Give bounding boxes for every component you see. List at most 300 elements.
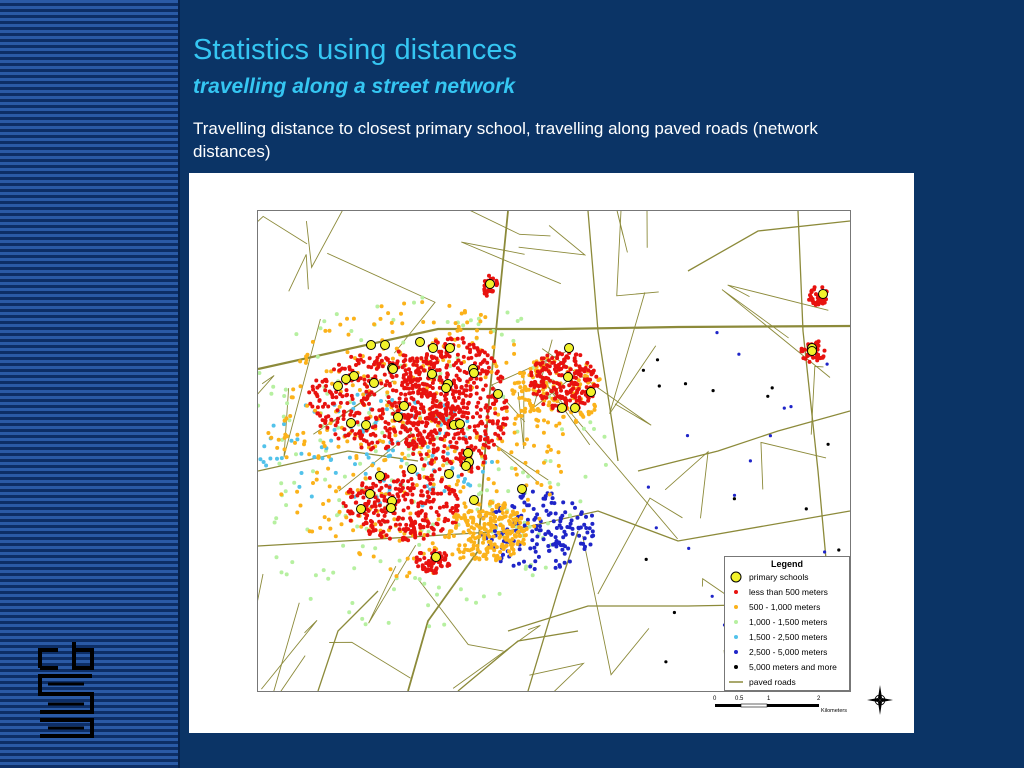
north-arrow-icon [865, 683, 895, 717]
distance-point-less_500 [355, 494, 359, 498]
distance-point-2500_5000 [550, 501, 554, 505]
distance-point-less_500 [494, 399, 498, 403]
distance-point-500_1000 [323, 444, 327, 448]
legend-label: less than 500 meters [749, 586, 828, 597]
distance-point-less_500 [578, 353, 582, 357]
distance-point-500_1000 [487, 477, 491, 481]
distance-point-1000_1500 [335, 312, 339, 316]
distance-point-less_500 [444, 397, 448, 401]
distance-point-2500_5000 [543, 532, 547, 536]
distance-point-500_1000 [275, 446, 279, 450]
distance-point-less_500 [800, 349, 804, 353]
primary-school-marker [446, 344, 455, 353]
distance-point-less_500 [349, 519, 353, 523]
distance-point-less_500 [340, 394, 344, 398]
distance-point-500_1000 [527, 388, 531, 392]
distance-point-less_500 [479, 377, 483, 381]
distance-point-500_1000 [285, 416, 289, 420]
distance-point-1500_2500 [320, 456, 324, 460]
distance-point-less_500 [457, 436, 461, 440]
distance-point-less_500 [323, 388, 327, 392]
distance-point-500_1000 [299, 384, 303, 388]
distance-point-2500_5000 [501, 553, 505, 557]
slide-subtitle: travelling along a street network [193, 75, 516, 98]
distance-point-less_500 [367, 442, 371, 446]
distance-point-less_500 [823, 349, 827, 353]
distance-point-less_500 [452, 436, 456, 440]
distance-point-500_1000 [400, 321, 404, 325]
distance-point-2500_5000 [560, 548, 564, 552]
distance-point-less_500 [464, 384, 468, 388]
distance-point-less_500 [475, 405, 479, 409]
distance-point-less_500 [449, 461, 453, 465]
distance-point-less_500 [456, 337, 460, 341]
distance-point-less_500 [417, 510, 421, 514]
distance-point-less_500 [432, 532, 436, 536]
distance-point-less_500 [370, 524, 374, 528]
distance-point-less_500 [412, 378, 416, 382]
distance-point-less_500 [317, 399, 321, 403]
distance-point [658, 384, 661, 387]
primary-school-marker [428, 370, 437, 379]
distance-point-less_500 [421, 494, 425, 498]
distance-point-500_1000 [402, 302, 406, 306]
distance-point-less_500 [365, 514, 369, 518]
distance-point-less_500 [466, 411, 470, 415]
distance-point-less_500 [379, 531, 383, 535]
distance-point-less_500 [552, 386, 556, 390]
distance-point-less_500 [362, 403, 366, 407]
distance-point-2500_5000 [530, 529, 534, 533]
distance-point-1000_1500 [341, 544, 345, 548]
road-line [453, 625, 540, 688]
distance-point-500_1000 [546, 420, 550, 424]
distance-point-less_500 [325, 426, 329, 430]
scale-bar [711, 693, 861, 715]
distance-point-1000_1500 [285, 401, 289, 405]
distance-point-less_500 [443, 444, 447, 448]
distance-point-less_500 [545, 354, 549, 358]
distance-point-2500_5000 [554, 559, 558, 563]
distance-point-less_500 [444, 412, 448, 416]
distance-point-less_500 [408, 371, 412, 375]
distance-point-less_500 [381, 364, 385, 368]
distance-point-2500_5000 [571, 532, 575, 536]
distance-point [749, 459, 752, 462]
distance-point-less_500 [545, 392, 549, 396]
distance-point-less_500 [435, 431, 439, 435]
scale-tick-2: 2 [817, 696, 821, 702]
distance-point-500_1000 [315, 478, 319, 482]
legend-item-over_5000 [725, 659, 849, 674]
distance-point-1000_1500 [588, 420, 592, 424]
distance-point-1000_1500 [405, 462, 409, 466]
distance-point-less_500 [431, 488, 435, 492]
distance-point-2500_5000 [545, 509, 549, 513]
distance-point-less_500 [482, 461, 486, 465]
distance-point-less_500 [478, 415, 482, 419]
distance-point-less_500 [481, 369, 485, 373]
distance-point-less_500 [425, 499, 429, 503]
primary-school-marker [462, 462, 471, 471]
distance-point-500_1000 [454, 321, 458, 325]
distance-point-less_500 [584, 366, 588, 370]
distance-point-500_1000 [471, 552, 475, 556]
distance-point-less_500 [450, 406, 454, 410]
distance-point-500_1000 [328, 329, 332, 333]
distance-point-less_500 [348, 488, 352, 492]
distance-point [642, 369, 645, 372]
distance-point-less_500 [484, 424, 488, 428]
distance-point-1000_1500 [485, 488, 489, 492]
distance-point-less_500 [496, 419, 500, 423]
distance-point-less_500 [478, 421, 482, 425]
distance-point-less_500 [532, 392, 536, 396]
distance-point-less_500 [401, 517, 405, 521]
distance-point-less_500 [495, 282, 499, 286]
distance-point-less_500 [316, 405, 320, 409]
distance-point-1000_1500 [556, 482, 560, 486]
distance-point-less_500 [581, 390, 585, 394]
distance-point-500_1000 [505, 409, 509, 413]
distance-point-500_1000 [517, 396, 521, 400]
distance-point-500_1000 [537, 517, 541, 521]
distance-point-less_500 [402, 473, 406, 477]
distance-point-500_1000 [295, 490, 299, 494]
road-line [519, 225, 585, 254]
distance-point-less_500 [359, 358, 363, 362]
distance-point-less_500 [457, 390, 461, 394]
distance-point-1500_2500 [280, 456, 284, 460]
distance-point-1000_1500 [274, 516, 278, 520]
distance-point-2500_5000 [584, 526, 588, 530]
distance-point-500_1000 [337, 486, 341, 490]
distance-point-500_1000 [469, 540, 473, 544]
distance-point-500_1000 [391, 330, 395, 334]
distance-point-500_1000 [457, 325, 461, 329]
distance-point-less_500 [491, 419, 495, 423]
distance-point-1500_2500 [300, 471, 304, 475]
distance-point-1000_1500 [285, 572, 289, 576]
distance-point-less_500 [585, 361, 589, 365]
distance-point-2500_5000 [528, 546, 532, 550]
distance-point-less_500 [458, 368, 462, 372]
distance-point-500_1000 [475, 523, 479, 527]
distance-point-1000_1500 [374, 449, 378, 453]
distance-point-less_500 [412, 447, 416, 451]
distance-point-less_500 [496, 434, 500, 438]
distance-point-less_500 [324, 415, 328, 419]
distance-point-less_500 [412, 440, 416, 444]
distance-point-500_1000 [327, 518, 331, 522]
distance-point-less_500 [315, 394, 319, 398]
distance-point-less_500 [412, 486, 416, 490]
distance-point-2500_5000 [528, 565, 532, 569]
distance-point-less_500 [492, 443, 496, 447]
distance-point-500_1000 [535, 481, 539, 485]
distance-point-2500_5000 [584, 515, 588, 519]
distance-point-500_1000 [486, 545, 490, 549]
distance-point-500_1000 [478, 319, 482, 323]
slide-description: Travelling distance to closest primary school, travelling along paved roads (network distances) [193, 119, 818, 161]
distance-point-less_500 [442, 505, 446, 509]
distance-point-1000_1500 [437, 586, 441, 590]
distance-point-less_500 [426, 567, 430, 571]
distance-point-less_500 [324, 384, 328, 388]
distance-point-less_500 [565, 392, 569, 396]
distance-point-1000_1500 [426, 603, 430, 607]
distance-point-1000_1500 [446, 320, 450, 324]
distance-point-1500_2500 [352, 401, 356, 405]
distance-point-500_1000 [407, 571, 411, 575]
distance-point-less_500 [487, 366, 491, 370]
distance-point-2500_5000 [573, 506, 577, 510]
distance-point-500_1000 [493, 520, 497, 524]
primary-school-marker [394, 413, 403, 422]
distance-point-less_500 [448, 440, 452, 444]
distance-point-less_500 [368, 476, 372, 480]
legend-symbol-1500_2500 [729, 631, 743, 643]
distance-point-less_500 [371, 482, 375, 486]
legend-label: 2,500 - 5,000 meters [749, 646, 828, 657]
distance-point-less_500 [387, 400, 391, 404]
distance-point-less_500 [484, 384, 488, 388]
distance-point-less_500 [430, 474, 434, 478]
distance-point-less_500 [455, 441, 459, 445]
distance-point-500_1000 [592, 403, 596, 407]
distance-point-500_1000 [447, 304, 451, 308]
distance-point-1000_1500 [316, 355, 320, 359]
distance-point-less_500 [323, 402, 327, 406]
distance-point-less_500 [483, 351, 487, 355]
distance-point-less_500 [419, 356, 423, 360]
distance-point-500_1000 [351, 473, 355, 477]
distance-point-less_500 [472, 381, 476, 385]
distance-point-500_1000 [593, 408, 597, 412]
distance-point-500_1000 [266, 431, 270, 435]
distance-point-500_1000 [479, 531, 483, 535]
road-line [598, 498, 683, 594]
distance-point-less_500 [411, 482, 415, 486]
distance-point-less_500 [345, 393, 349, 397]
distance-point-less_500 [345, 401, 349, 405]
distance-point-500_1000 [534, 418, 538, 422]
distance-point-less_500 [547, 358, 551, 362]
distance-point-less_500 [409, 524, 413, 528]
distance-point-1000_1500 [375, 305, 379, 309]
distance-point-1000_1500 [280, 570, 284, 574]
distance-point-2500_5000 [539, 528, 543, 532]
distance-point-1000_1500 [498, 592, 502, 596]
distance-point-500_1000 [357, 551, 361, 555]
primary-school-marker [456, 420, 465, 429]
distance-point-less_500 [404, 368, 408, 372]
distance-point-less_500 [535, 374, 539, 378]
distance-point-less_500 [469, 388, 473, 392]
distance-point-1000_1500 [506, 489, 510, 493]
distance-point-less_500 [548, 372, 552, 376]
distance-point-2500_5000 [560, 514, 564, 518]
distance-point-less_500 [422, 430, 426, 434]
distance-point-less_500 [458, 378, 462, 382]
distance-point-less_500 [534, 363, 538, 367]
distance-point-less_500 [402, 364, 406, 368]
distance-point-less_500 [347, 365, 351, 369]
distance-point-500_1000 [523, 410, 527, 414]
distance-point-2500_5000 [547, 513, 551, 517]
road-line [617, 211, 659, 296]
primary-school-marker [347, 419, 356, 428]
road-line [458, 631, 578, 691]
distance-point-less_500 [387, 434, 391, 438]
distance-point-less_500 [358, 353, 362, 357]
distance-point-less_500 [397, 498, 401, 502]
distance-point-2500_5000 [558, 565, 562, 569]
distance-point-less_500 [455, 509, 459, 513]
distance-point-less_500 [360, 433, 364, 437]
distance-point-500_1000 [455, 483, 459, 487]
distance-point-less_500 [815, 340, 819, 344]
distance-point-less_500 [409, 443, 413, 447]
legend-item-1000_1500 [725, 614, 849, 629]
distance-point-less_500 [364, 486, 368, 490]
distance-point-2500_5000 [532, 546, 536, 550]
distance-point-less_500 [333, 432, 337, 436]
distance-point-500_1000 [471, 521, 475, 525]
distance-point-less_500 [434, 457, 438, 461]
distance-point-2500_5000 [534, 550, 538, 554]
distance-point-less_500 [490, 356, 494, 360]
distance-point-less_500 [401, 424, 405, 428]
distance-point-less_500 [428, 391, 432, 395]
distance-point-1000_1500 [422, 582, 426, 586]
distance-point-less_500 [465, 406, 469, 410]
distance-point-less_500 [575, 389, 579, 393]
distance-point-500_1000 [269, 436, 273, 440]
distance-point-less_500 [439, 529, 443, 533]
distance-point-500_1000 [504, 361, 508, 365]
primary-school-marker [445, 470, 454, 479]
scale-unit: Kilometers [821, 708, 847, 714]
distance-point-500_1000 [477, 510, 481, 514]
distance-point-less_500 [475, 411, 479, 415]
distance-point-less_500 [448, 492, 452, 496]
distance-point-500_1000 [385, 390, 389, 394]
distance-point-500_1000 [583, 374, 587, 378]
distance-point-less_500 [457, 396, 461, 400]
road-line [588, 211, 618, 461]
map-panel [189, 173, 914, 733]
distance-point-less_500 [445, 375, 449, 379]
distance-point-1000_1500 [359, 338, 363, 342]
distance-point-less_500 [812, 288, 816, 292]
distance-point-1500_2500 [268, 457, 272, 461]
distance-point-less_500 [390, 438, 394, 442]
distance-point-less_500 [412, 360, 416, 364]
distance-point-less_500 [383, 514, 387, 518]
distance-point-less_500 [374, 504, 378, 508]
distance-point-less_500 [569, 367, 573, 371]
distance-point-2500_5000 [588, 526, 592, 530]
distance-point-less_500 [419, 453, 423, 457]
distance-point-2500_5000 [577, 534, 581, 538]
distance-point-less_500 [385, 533, 389, 537]
distance-point-1000_1500 [322, 568, 326, 572]
distance-point-500_1000 [498, 556, 502, 560]
primary-school-marker [432, 553, 441, 562]
distance-point-1500_2500 [379, 399, 383, 403]
legend-symbol-school [729, 571, 743, 583]
distance-point-2500_5000 [571, 527, 575, 531]
distance-point-less_500 [546, 377, 550, 381]
distance-point-500_1000 [520, 414, 524, 418]
distance-point-less_500 [361, 481, 365, 485]
distance-point-less_500 [462, 405, 466, 409]
distance-point-less_500 [349, 510, 353, 514]
distance-point-less_500 [446, 564, 450, 568]
distance-point-less_500 [425, 452, 429, 456]
distance-point-less_500 [574, 353, 578, 357]
distance-point-1000_1500 [387, 621, 391, 625]
distance-point-500_1000 [338, 323, 342, 327]
distance-point-less_500 [374, 528, 378, 532]
primary-school-marker [442, 384, 451, 393]
distance-point-500_1000 [455, 518, 459, 522]
distance-point-less_500 [569, 390, 573, 394]
distance-point-500_1000 [506, 529, 510, 533]
distance-point-less_500 [541, 402, 545, 406]
distance-point-500_1000 [285, 455, 289, 459]
distance-point-500_1000 [561, 432, 565, 436]
distance-point-500_1000 [328, 527, 332, 531]
distance-point-less_500 [419, 406, 423, 410]
distance-point-1000_1500 [442, 623, 446, 627]
distance-point-less_500 [388, 537, 392, 541]
distance-point-less_500 [438, 428, 442, 432]
distance-point-less_500 [386, 445, 390, 449]
distance-point-less_500 [460, 385, 464, 389]
distance-point-1000_1500 [284, 388, 288, 392]
distance-point-1000_1500 [427, 530, 431, 534]
distance-point-less_500 [396, 359, 400, 363]
distance-point-less_500 [574, 381, 578, 385]
distance-point-500_1000 [495, 489, 499, 493]
distance-point-1000_1500 [380, 431, 384, 435]
distance-point-500_1000 [283, 447, 287, 451]
distance-point-less_500 [463, 370, 467, 374]
distance-point-less_500 [468, 394, 472, 398]
distance-point-500_1000 [453, 449, 457, 453]
distance-point-500_1000 [511, 548, 515, 552]
distance-point-less_500 [411, 434, 415, 438]
distance-point-500_1000 [481, 517, 485, 521]
distance-point-less_500 [499, 425, 503, 429]
distance-point-500_1000 [326, 467, 330, 471]
distance-point-2500_5000 [512, 505, 516, 509]
distance-point-500_1000 [490, 508, 494, 512]
distance-point-less_500 [395, 405, 399, 409]
distance-point-less_500 [482, 358, 486, 362]
distance-point-less_500 [416, 433, 420, 437]
distance-point-less_500 [423, 382, 427, 386]
distance-point-500_1000 [310, 530, 314, 534]
distance-point-500_1000 [489, 330, 493, 334]
distance-point-less_500 [468, 425, 472, 429]
distance-point-1500_2500 [282, 422, 286, 426]
distance-point-less_500 [809, 295, 813, 299]
distance-point-1500_2500 [272, 424, 276, 428]
distance-point-less_500 [331, 395, 335, 399]
